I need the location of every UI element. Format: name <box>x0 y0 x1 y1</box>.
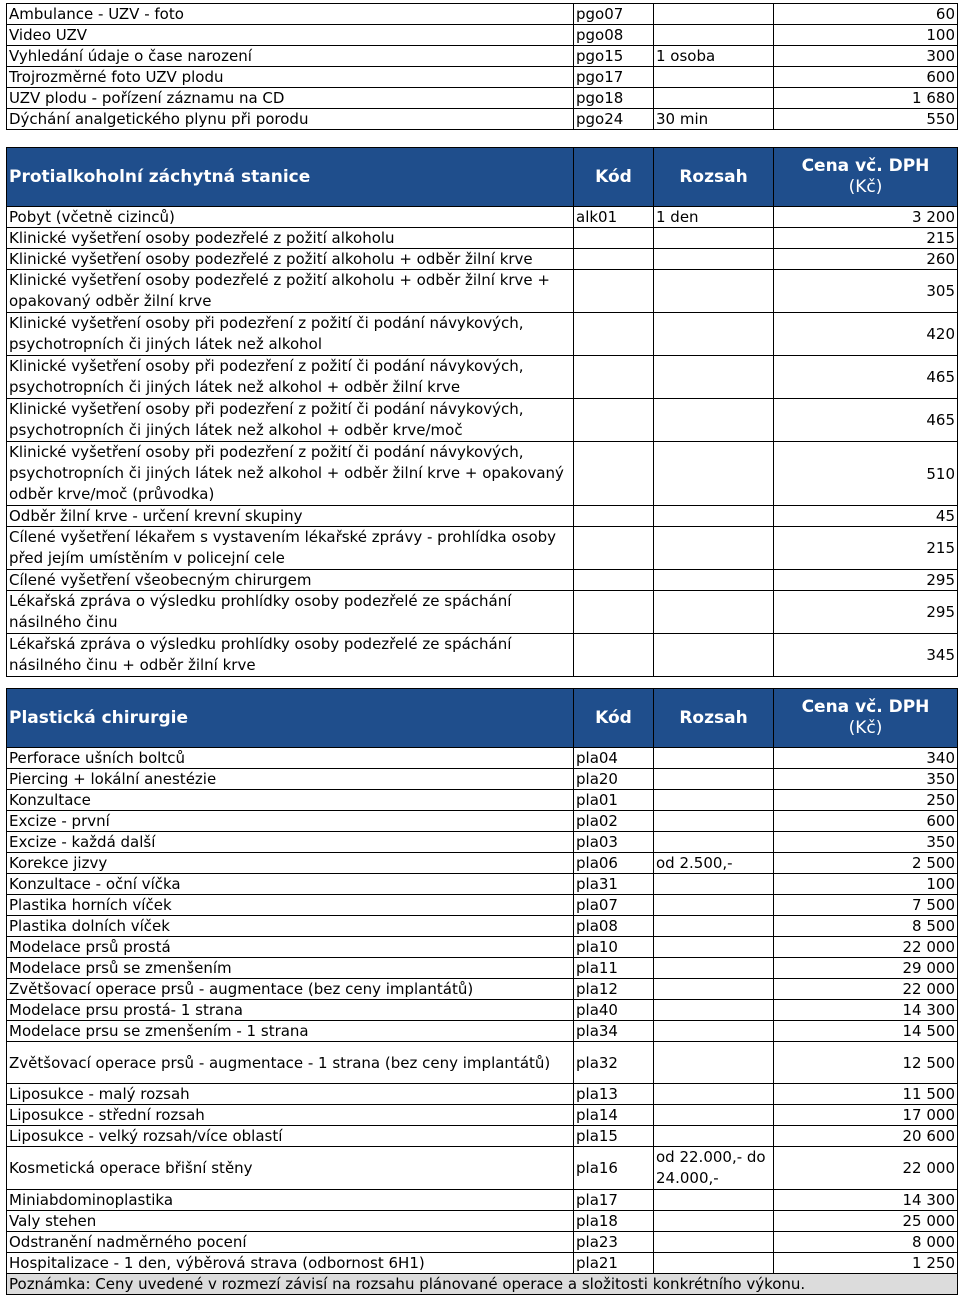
service-code: pla34 <box>574 1021 654 1042</box>
ultrasound-row <box>7 67 958 88</box>
service-range: 30 min <box>654 109 774 130</box>
service-code: pla01 <box>574 790 654 811</box>
service-price: 100 <box>774 25 958 46</box>
service-price: 215 <box>774 527 958 570</box>
ultrasound-row <box>7 4 958 25</box>
service-price: 300 <box>774 46 958 67</box>
plastic-header-row <box>7 689 958 748</box>
plastic-row <box>7 874 958 895</box>
service-range: od 22.000,- do 24.000,- <box>654 1147 774 1190</box>
service-code <box>574 249 654 270</box>
service-name: Cílené vyšetření všeobecným chirurgem <box>7 570 574 591</box>
plastic-row <box>7 811 958 832</box>
service-code: pgo17 <box>574 67 654 88</box>
service-range <box>654 1084 774 1105</box>
alcohol-row <box>7 591 958 634</box>
service-range: 1 osoba <box>654 46 774 67</box>
service-name: Lékařská zpráva o výsledku prohlídky osoby podezřelé ze spáchání násilného činu + odběr žilní krve <box>7 634 574 677</box>
plastic-row <box>7 937 958 958</box>
service-range <box>654 874 774 895</box>
service-price: 600 <box>774 811 958 832</box>
service-range <box>654 527 774 570</box>
service-price: 100 <box>774 874 958 895</box>
service-code <box>574 399 654 442</box>
service-name: Klinické vyšetření osoby při podezření z požití či podání návykových, psychotropních či jiných látek než alkohol <box>7 313 574 356</box>
service-price: 25 000 <box>774 1211 958 1232</box>
service-range <box>654 1211 774 1232</box>
service-name: Ambulance - UZV - foto <box>7 4 574 25</box>
alcohol-row <box>7 442 958 506</box>
service-name: Trojrozměrné foto UZV plodu <box>7 67 574 88</box>
service-code: pla08 <box>574 916 654 937</box>
plastic-section-title: Plastická chirurgie <box>7 689 574 748</box>
service-range <box>654 1253 774 1274</box>
service-price: 3 200 <box>774 207 958 228</box>
service-name: Konzultace <box>7 790 574 811</box>
service-code: pla21 <box>574 1253 654 1274</box>
plastic-surgery-table <box>6 688 958 1295</box>
service-code: pgo08 <box>574 25 654 46</box>
plastic-row <box>7 1105 958 1126</box>
service-price: 22 000 <box>774 1147 958 1190</box>
service-name: Hospitalizace - 1 den, výběrová strava (odbornost 6H1) <box>7 1253 574 1274</box>
service-name: Excize - každá další <box>7 832 574 853</box>
service-name: Klinické vyšetření osoby při podezření z požití či podání návykových, psychotropních či jiných látek než alkohol + odběr žilní krve <box>7 356 574 399</box>
service-code: pla13 <box>574 1084 654 1105</box>
service-range <box>654 1042 774 1084</box>
service-name: Klinické vyšetření osoby podezřelé z požití alkoholu + odběr žilní krve + opakovaný odběr žilní krve <box>7 270 574 313</box>
plastic-row <box>7 790 958 811</box>
alcohol-row <box>7 506 958 527</box>
service-name: Perforace ušních boltců <box>7 748 574 769</box>
service-name: Dýchání analgetického plynu při porodu <box>7 109 574 130</box>
service-price: 1 680 <box>774 88 958 109</box>
service-price: 420 <box>774 313 958 356</box>
service-code <box>574 570 654 591</box>
service-range <box>654 506 774 527</box>
service-range <box>654 937 774 958</box>
plastic-row <box>7 853 958 874</box>
alcohol-header-row <box>7 148 958 207</box>
service-code <box>574 506 654 527</box>
service-price: 350 <box>774 832 958 853</box>
service-code: pla16 <box>574 1147 654 1190</box>
service-price: 510 <box>774 442 958 506</box>
service-range <box>654 769 774 790</box>
service-name: Modelace prsu se zmenšením - 1 strana <box>7 1021 574 1042</box>
plastic-row <box>7 1021 958 1042</box>
service-price: 14 500 <box>774 1021 958 1042</box>
service-range <box>654 916 774 937</box>
plastic-row <box>7 1147 958 1190</box>
service-price: 350 <box>774 769 958 790</box>
service-price: 295 <box>774 570 958 591</box>
col-range-header: Rozsah <box>654 148 774 207</box>
service-name: Klinické vyšetření osoby podezřelé z požití alkoholu <box>7 228 574 249</box>
service-price: 17 000 <box>774 1105 958 1126</box>
plastic-row <box>7 1211 958 1232</box>
plastic-row <box>7 1253 958 1274</box>
service-name: Zvětšovací operace prsů - augmentace (bez ceny implantátů) <box>7 979 574 1000</box>
service-price: 2 500 <box>774 853 958 874</box>
service-code: pla06 <box>574 853 654 874</box>
alcohol-row <box>7 399 958 442</box>
col-price-header <box>774 689 958 748</box>
service-code: pla10 <box>574 937 654 958</box>
service-code <box>574 527 654 570</box>
service-range <box>654 249 774 270</box>
service-range <box>654 1232 774 1253</box>
service-name: Cílené vyšetření lékařem s vystavením lékařské zprávy - prohlídka osoby před jejím umístěním v policejní cele <box>7 527 574 570</box>
service-name: Excize - první <box>7 811 574 832</box>
plastic-row <box>7 748 958 769</box>
alcohol-row <box>7 570 958 591</box>
service-range <box>654 1000 774 1021</box>
service-code <box>574 634 654 677</box>
service-code: pla11 <box>574 958 654 979</box>
service-price: 295 <box>774 591 958 634</box>
service-price: 465 <box>774 399 958 442</box>
service-price: 1 250 <box>774 1253 958 1274</box>
service-range <box>654 1190 774 1211</box>
col-price-label: Cena vč. DPH <box>801 697 930 717</box>
service-range <box>654 442 774 506</box>
service-name: Klinické vyšetření osoby podezřelé z požití alkoholu + odběr žilní krve <box>7 249 574 270</box>
service-name: Piercing + lokální anestézie <box>7 769 574 790</box>
service-name: Kosmetická operace břišní stěny <box>7 1147 574 1190</box>
service-name: Modelace prsu prostá- 1 strana <box>7 1000 574 1021</box>
service-code: pla40 <box>574 1000 654 1021</box>
service-range <box>654 1105 774 1126</box>
service-code: pla32 <box>574 1042 654 1084</box>
plastic-row <box>7 1000 958 1021</box>
service-range <box>654 790 774 811</box>
service-code <box>574 442 654 506</box>
service-price: 260 <box>774 249 958 270</box>
service-code: pla04 <box>574 748 654 769</box>
service-price: 29 000 <box>774 958 958 979</box>
service-name: Lékařská zpráva o výsledku prohlídky osoby podezřelé ze spáchání násilného činu <box>7 591 574 634</box>
service-code <box>574 270 654 313</box>
service-name: Odběr žilní krve - určení krevní skupiny <box>7 506 574 527</box>
alcohol-station-table <box>6 147 958 677</box>
service-price: 340 <box>774 748 958 769</box>
service-name: Plastika horních víček <box>7 895 574 916</box>
service-price: 550 <box>774 109 958 130</box>
service-code: pgo18 <box>574 88 654 109</box>
service-range <box>654 748 774 769</box>
service-code: pgo15 <box>574 46 654 67</box>
service-price: 11 500 <box>774 1084 958 1105</box>
service-code: pgo24 <box>574 109 654 130</box>
service-code: pla07 <box>574 895 654 916</box>
col-price-header <box>774 148 958 207</box>
service-code: pla31 <box>574 874 654 895</box>
service-price: 345 <box>774 634 958 677</box>
service-range <box>654 25 774 46</box>
service-price: 60 <box>774 4 958 25</box>
service-range <box>654 591 774 634</box>
service-price: 600 <box>774 67 958 88</box>
service-name: Plastika dolních víček <box>7 916 574 937</box>
service-range <box>654 570 774 591</box>
service-price: 45 <box>774 506 958 527</box>
col-price-label: Cena vč. DPH <box>801 156 930 176</box>
alcohol-row <box>7 228 958 249</box>
service-range <box>654 356 774 399</box>
service-name: Korekce jizvy <box>7 853 574 874</box>
service-price: 22 000 <box>774 979 958 1000</box>
service-range <box>654 895 774 916</box>
service-price: 20 600 <box>774 1126 958 1147</box>
service-price: 465 <box>774 356 958 399</box>
service-name: Modelace prsů se zmenšením <box>7 958 574 979</box>
service-price: 14 300 <box>774 1190 958 1211</box>
service-code <box>574 591 654 634</box>
plastic-row <box>7 958 958 979</box>
service-price: 215 <box>774 228 958 249</box>
service-price: 22 000 <box>774 937 958 958</box>
service-range <box>654 88 774 109</box>
ultrasound-table <box>6 3 958 130</box>
plastic-row <box>7 1126 958 1147</box>
alcohol-row <box>7 313 958 356</box>
service-code <box>574 313 654 356</box>
service-price: 12 500 <box>774 1042 958 1084</box>
alcohol-row <box>7 527 958 570</box>
service-range <box>654 270 774 313</box>
service-range <box>654 4 774 25</box>
service-name: Miniabdominoplastika <box>7 1190 574 1211</box>
service-name: Pobyt (včetně cizinců) <box>7 207 574 228</box>
plastic-row <box>7 1190 958 1211</box>
service-name: Vyhledání údaje o čase narození <box>7 46 574 67</box>
service-code: pla18 <box>574 1211 654 1232</box>
service-name: Valy stehen <box>7 1211 574 1232</box>
plastic-row <box>7 769 958 790</box>
service-price: 7 500 <box>774 895 958 916</box>
service-name: Klinické vyšetření osoby při podezření z požití či podání návykových, psychotropních či jiných látek než alkohol + odběr žilní krve + opakovaný odběr krve/moč (průvodka) <box>7 442 574 506</box>
service-code: pla12 <box>574 979 654 1000</box>
service-name: Modelace prsů prostá <box>7 937 574 958</box>
alcohol-row <box>7 207 958 228</box>
service-range <box>654 228 774 249</box>
service-name: Zvětšovací operace prsů - augmentace - 1 strana (bez ceny implantátů) <box>7 1042 574 1084</box>
service-name: UZV plodu - pořízení záznamu na CD <box>7 88 574 109</box>
price-note: Poznámka: Ceny uvedené v rozmezí závisí na rozsahu plánované operace a složitosti konkrétního výkonu. <box>7 1274 958 1295</box>
service-range <box>654 958 774 979</box>
service-range: 1 den <box>654 207 774 228</box>
service-price: 14 300 <box>774 1000 958 1021</box>
service-range <box>654 1021 774 1042</box>
service-code: pla23 <box>574 1232 654 1253</box>
plastic-row <box>7 895 958 916</box>
service-range <box>654 399 774 442</box>
ultrasound-row <box>7 25 958 46</box>
ultrasound-row <box>7 109 958 130</box>
col-price-unit: (Kč) <box>848 718 883 738</box>
col-price-unit: (Kč) <box>848 177 883 197</box>
service-name: Konzultace - oční víčka <box>7 874 574 895</box>
service-range <box>654 1126 774 1147</box>
ultrasound-row <box>7 46 958 67</box>
service-code: pla17 <box>574 1190 654 1211</box>
service-name: Video UZV <box>7 25 574 46</box>
alcohol-section-title: Protialkoholní záchytná stanice <box>7 148 574 207</box>
service-name: Klinické vyšetření osoby při podezření z požití či podání návykových, psychotropních či jiných látek než alkohol + odběr krve/moč <box>7 399 574 442</box>
alcohol-row <box>7 270 958 313</box>
alcohol-row <box>7 249 958 270</box>
plastic-row <box>7 1232 958 1253</box>
col-code-header: Kód <box>574 148 654 207</box>
service-price: 8 000 <box>774 1232 958 1253</box>
service-price: 250 <box>774 790 958 811</box>
service-name: Liposukce - malý rozsah <box>7 1084 574 1105</box>
service-range: od 2.500,- <box>654 853 774 874</box>
service-range <box>654 313 774 356</box>
service-code: pla15 <box>574 1126 654 1147</box>
alcohol-row <box>7 634 958 677</box>
service-code <box>574 356 654 399</box>
note-row <box>7 1274 958 1295</box>
plastic-row <box>7 1084 958 1105</box>
col-code-header: Kód <box>574 689 654 748</box>
plastic-row <box>7 1042 958 1084</box>
service-code: pla03 <box>574 832 654 853</box>
service-name: Odstranění nadměrného pocení <box>7 1232 574 1253</box>
service-range <box>654 832 774 853</box>
service-range <box>654 67 774 88</box>
service-name: Liposukce - střední rozsah <box>7 1105 574 1126</box>
service-code <box>574 228 654 249</box>
plastic-row <box>7 832 958 853</box>
service-code: pla20 <box>574 769 654 790</box>
service-name: Liposukce - velký rozsah/více oblastí <box>7 1126 574 1147</box>
service-range <box>654 634 774 677</box>
service-code: pgo07 <box>574 4 654 25</box>
service-range <box>654 811 774 832</box>
service-code: pla14 <box>574 1105 654 1126</box>
service-code: alk01 <box>574 207 654 228</box>
ultrasound-row <box>7 88 958 109</box>
col-range-header: Rozsah <box>654 689 774 748</box>
plastic-row <box>7 979 958 1000</box>
service-price: 8 500 <box>774 916 958 937</box>
service-price: 305 <box>774 270 958 313</box>
service-range <box>654 979 774 1000</box>
plastic-row <box>7 916 958 937</box>
service-code: pla02 <box>574 811 654 832</box>
alcohol-row <box>7 356 958 399</box>
